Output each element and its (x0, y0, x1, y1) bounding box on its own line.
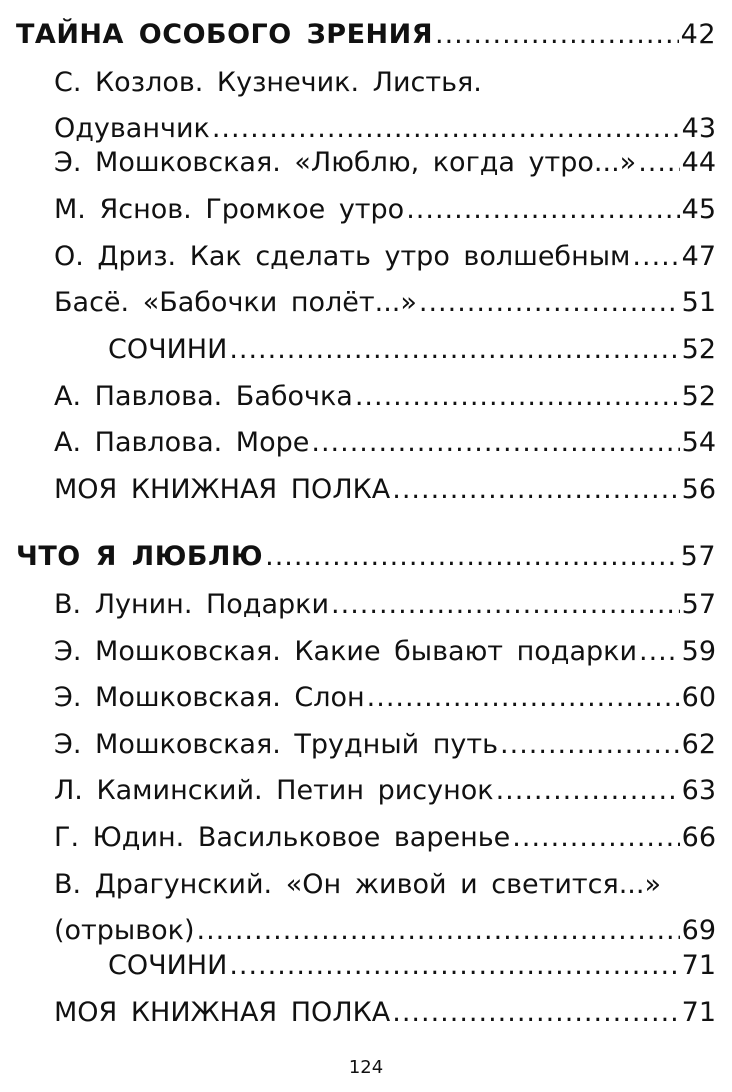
entry-page-number: 52 (681, 381, 716, 412)
dot-leader (435, 12, 679, 58)
dot-leader (406, 187, 679, 233)
entry-title: А. Павлова. Бабочка (54, 381, 353, 412)
dot-leader (229, 943, 679, 989)
toc-entry[interactable] (54, 140, 716, 186)
entry-page-number: 59 (681, 636, 716, 667)
entry-title: Одуванчик (54, 113, 210, 144)
entry-title: Э. Мошковская. Слон (54, 682, 365, 713)
entry-page-number: 62 (681, 729, 716, 760)
dot-leader (419, 280, 680, 326)
toc-entry[interactable] (54, 420, 716, 466)
entry-page-number: 43 (681, 113, 716, 144)
entry-title: Л. Каминский. Петин рисунок (54, 775, 494, 806)
dot-leader (265, 534, 679, 580)
toc-entry[interactable] (54, 722, 716, 768)
entry-title: МОЯ КНИЖНАЯ ПОЛКА (54, 474, 391, 505)
dot-leader (229, 327, 679, 373)
entry-title: А. Павлова. Море (54, 427, 310, 458)
heading-title: ЧТО Я ЛЮБЛЮ (16, 541, 264, 572)
dot-leader (367, 675, 680, 721)
heading-title: ТАЙНА ОСОБОГО ЗРЕНИЯ (16, 19, 434, 50)
entry-title: О. Дриз. Как сделать утро волшебным (54, 241, 631, 272)
dot-leader (512, 815, 679, 861)
toc-entry[interactable] (108, 327, 716, 373)
dot-leader (638, 140, 679, 186)
entry-title: МОЯ КНИЖНАЯ ПОЛКА (54, 997, 391, 1028)
entry-page-number: 56 (681, 474, 716, 505)
entry-title: Г. Юдин. Васильковое варенье (54, 822, 511, 853)
dot-leader (639, 629, 680, 675)
toc-entry[interactable] (54, 187, 716, 233)
toc-entry[interactable] (54, 768, 716, 814)
toc-entry[interactable] (54, 815, 716, 861)
entry-title: (отрывок) (54, 915, 195, 946)
entry-page-number: 63 (681, 775, 716, 806)
entry-title: СОЧИНИ (108, 950, 228, 981)
toc-entry[interactable] (54, 675, 716, 721)
entry-page-number: 54 (681, 427, 716, 458)
heading-page-number: 42 (680, 19, 716, 50)
entry-title: СОЧИНИ (108, 334, 228, 365)
entry-title-line1: С. Козлов. Кузнечик. Листья. (54, 67, 482, 98)
toc-entry[interactable] (54, 629, 716, 675)
toc-entry[interactable] (54, 467, 716, 513)
section-heading[interactable] (16, 12, 716, 58)
toc-entry[interactable] (54, 374, 716, 420)
entry-page-number: 66 (681, 822, 716, 853)
dot-leader (500, 722, 680, 768)
entry-title: Э. Мошковская. Трудный путь (54, 729, 499, 760)
toc-entry[interactable] (54, 582, 716, 628)
toc-entry[interactable] (54, 234, 716, 280)
entry-page-number: 60 (681, 682, 716, 713)
dot-leader (331, 582, 680, 628)
toc-entry[interactable] (54, 60, 716, 152)
entry-page-number: 47 (681, 241, 716, 272)
entry-title: Э. Мошковская. Какие бывают подарки (54, 636, 637, 667)
entry-page-number: 71 (681, 997, 716, 1028)
entry-page-number: 51 (681, 287, 716, 318)
entry-page-number: 52 (681, 334, 716, 365)
dot-leader (311, 420, 679, 466)
page-number: 124 (348, 1057, 384, 1078)
toc-entry[interactable] (54, 280, 716, 326)
entry-page-number: 45 (681, 194, 716, 225)
dot-leader (496, 768, 680, 814)
entry-title: Басё. «Бабочки полёт...» (54, 287, 417, 318)
toc-entry[interactable] (54, 990, 716, 1036)
entry-title: В. Лунин. Подарки (54, 589, 330, 620)
entry-page-number: 57 (681, 589, 716, 620)
dot-leader (392, 467, 679, 513)
toc-entry[interactable] (108, 943, 716, 989)
dot-leader (355, 374, 680, 420)
entry-page-number: 69 (681, 915, 716, 946)
entry-page-number: 71 (681, 950, 716, 981)
heading-page-number: 57 (680, 541, 716, 572)
entry-title: Э. Мошковская. «Люблю, когда утро...» (54, 147, 637, 178)
toc-entry[interactable] (54, 862, 716, 954)
dot-leader (392, 990, 679, 1036)
section-heading[interactable] (16, 534, 716, 580)
entry-title: М. Яснов. Громкое утро (54, 194, 405, 225)
entry-page-number: 44 (681, 147, 716, 178)
entry-title-line1: В. Драгунский. «Он живой и светится...» (54, 869, 661, 900)
dot-leader (632, 234, 679, 280)
